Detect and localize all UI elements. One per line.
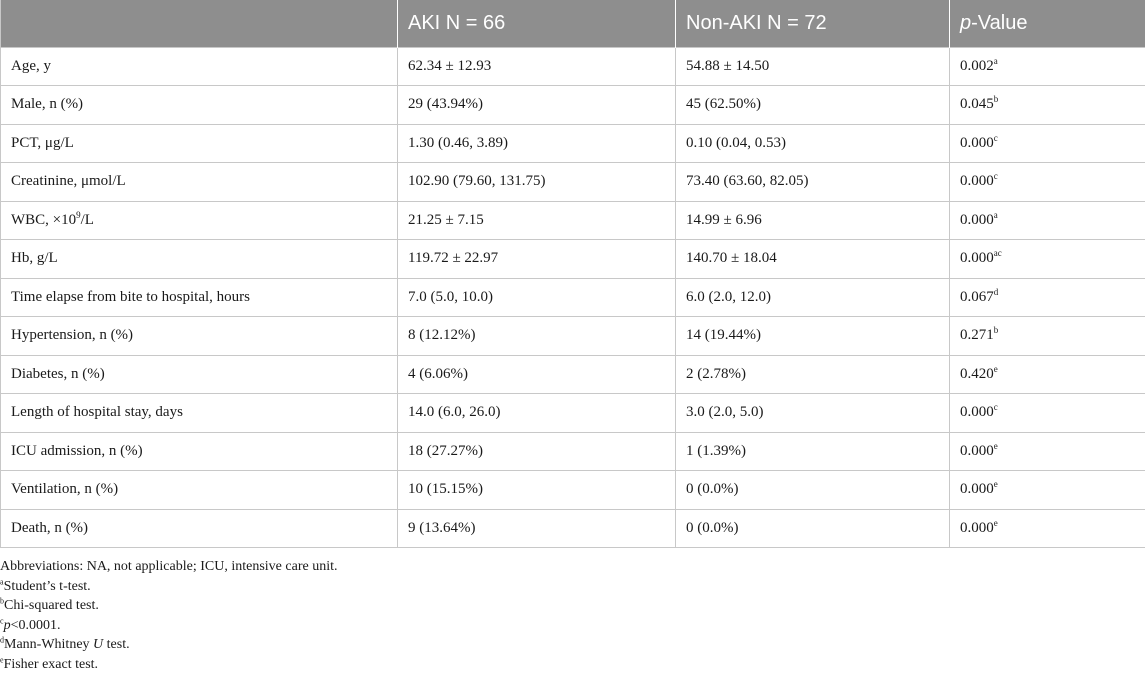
row-label: Age, y [1,47,398,86]
p-number: 0.000 [960,135,994,151]
p-value [950,509,1145,548]
p-value [950,240,1145,279]
header-non-aki: Non-AKI N = 72 [676,0,950,47]
p-number: 0.067 [960,289,994,305]
aki-value: 102.90 (79.60, 131.75) [398,163,676,202]
table-row [1,86,1145,125]
p-value [950,432,1145,471]
footnote-abbreviations: Abbreviations: NA, not applicable; ICU, intensive care unit. [0,557,1145,577]
aki-value: 8 (12.12%) [398,317,676,356]
row-label-unit: /L [81,212,94,228]
non-aki-value: 3.0 (2.0, 5.0) [676,394,950,433]
non-aki-value: 54.88 ± 14.50 [676,47,950,86]
non-aki-value: 6.0 (2.0, 12.0) [676,278,950,317]
p-value [950,471,1145,510]
non-aki-value: 0.10 (0.04, 0.53) [676,124,950,163]
p-test-mark: c [994,133,998,143]
footnote-a [0,577,1145,597]
row-label: Diabetes, n (%) [1,355,398,394]
aki-value: 10 (15.15%) [398,471,676,510]
table-body [1,47,1145,548]
table-row [1,432,1145,471]
aki-value: 29 (43.94%) [398,86,676,125]
header-p-rest: -Value [971,12,1027,34]
footnote-e [0,655,1145,674]
p-value [950,47,1145,86]
footnote-text: Fisher exact test. [4,657,98,672]
p-number: 0.000 [960,173,994,189]
p-number: 0.000 [960,250,994,266]
non-aki-value: 45 (62.50%) [676,86,950,125]
non-aki-value: 73.40 (63.60, 82.05) [676,163,950,202]
p-value [950,124,1145,163]
aki-value: 62.34 ± 12.93 [398,47,676,86]
p-test-mark: a [994,56,998,66]
header-p-italic: p [960,12,971,34]
table-header [1,0,1145,47]
p-number: 0.000 [960,481,994,497]
footnote-b [0,596,1145,616]
p-test-mark: e [994,441,998,451]
aki-value: 14.0 (6.0, 26.0) [398,394,676,433]
aki-value: 9 (13.64%) [398,509,676,548]
footnote-text: Chi-squared test. [4,598,99,613]
p-value [950,86,1145,125]
p-test-mark: c [994,171,998,181]
row-label: Hypertension, n (%) [1,317,398,356]
table-footnotes [0,557,1145,674]
row-label [1,201,398,240]
aki-value: 18 (27.27%) [398,432,676,471]
footnote-mark: b [0,596,4,605]
table-row [1,163,1145,202]
p-test-mark: e [994,518,998,528]
footnote-text: <0.0001. [11,618,61,633]
non-aki-value: 2 (2.78%) [676,355,950,394]
row-label: Hb, g/L [1,240,398,279]
p-test-mark: e [994,364,998,374]
p-test-mark: ac [994,248,1002,258]
table-row [1,240,1145,279]
header-variable [1,0,398,47]
footnote-text: Student’s t-test. [4,579,91,594]
table-row [1,124,1145,163]
aki-value: 4 (6.06%) [398,355,676,394]
p-number: 0.045 [960,96,994,112]
non-aki-value: 0 (0.0%) [676,471,950,510]
footnote-text-end: test. [103,637,129,652]
row-label: Creatinine, μmol/L [1,163,398,202]
row-label-exponent: 9 [76,210,81,220]
table-row [1,394,1145,433]
footnote-mark: c [0,616,4,625]
p-number: 0.000 [960,404,994,420]
table-row [1,317,1145,356]
header-aki: AKI N = 66 [398,0,676,47]
p-test-mark: d [994,287,999,297]
non-aki-value: 14 (19.44%) [676,317,950,356]
non-aki-value: 0 (0.0%) [676,509,950,548]
table-row [1,278,1145,317]
p-number: 0.000 [960,443,994,459]
p-number: 0.000 [960,520,994,536]
footnote-mark: d [0,635,4,644]
footnote-mark: a [0,577,4,586]
p-number: 0.002 [960,58,994,74]
aki-value: 21.25 ± 7.15 [398,201,676,240]
aki-value: 7.0 (5.0, 10.0) [398,278,676,317]
row-label: Time elapse from bite to hospital, hours [1,278,398,317]
p-test-mark: e [994,479,998,489]
row-label: ICU admission, n (%) [1,432,398,471]
footnote-d [0,635,1145,655]
p-value [950,317,1145,356]
table-row [1,509,1145,548]
p-value [950,201,1145,240]
row-label: PCT, μg/L [1,124,398,163]
row-label: Length of hospital stay, days [1,394,398,433]
footnote-c [0,616,1145,636]
non-aki-value: 14.99 ± 6.96 [676,201,950,240]
table-row [1,355,1145,394]
p-number: 0.420 [960,366,994,382]
row-label: Death, n (%) [1,509,398,548]
p-test-mark: b [994,325,999,335]
aki-value: 119.72 ± 22.97 [398,240,676,279]
table-row [1,471,1145,510]
p-value [950,278,1145,317]
non-aki-value: 1 (1.39%) [676,432,950,471]
p-value [950,163,1145,202]
row-label-text: WBC, ×10 [11,212,76,228]
header-row [1,0,1145,47]
row-label: Male, n (%) [1,86,398,125]
aki-value: 1.30 (0.46, 3.89) [398,124,676,163]
table-row [1,47,1145,86]
p-test-mark: a [994,210,998,220]
p-number: 0.000 [960,212,994,228]
p-test-mark: c [994,402,998,412]
p-value [950,394,1145,433]
non-aki-value: 140.70 ± 18.04 [676,240,950,279]
p-value [950,355,1145,394]
footnote-italic: p [4,618,11,633]
header-p-value [950,0,1145,47]
row-label: Ventilation, n (%) [1,471,398,510]
footnote-text: Mann-Whitney [4,637,93,652]
footnote-italic: U [93,637,103,652]
table-row [1,201,1145,240]
footnote-mark: e [0,655,4,664]
p-number: 0.271 [960,327,994,343]
p-test-mark: b [994,94,999,104]
